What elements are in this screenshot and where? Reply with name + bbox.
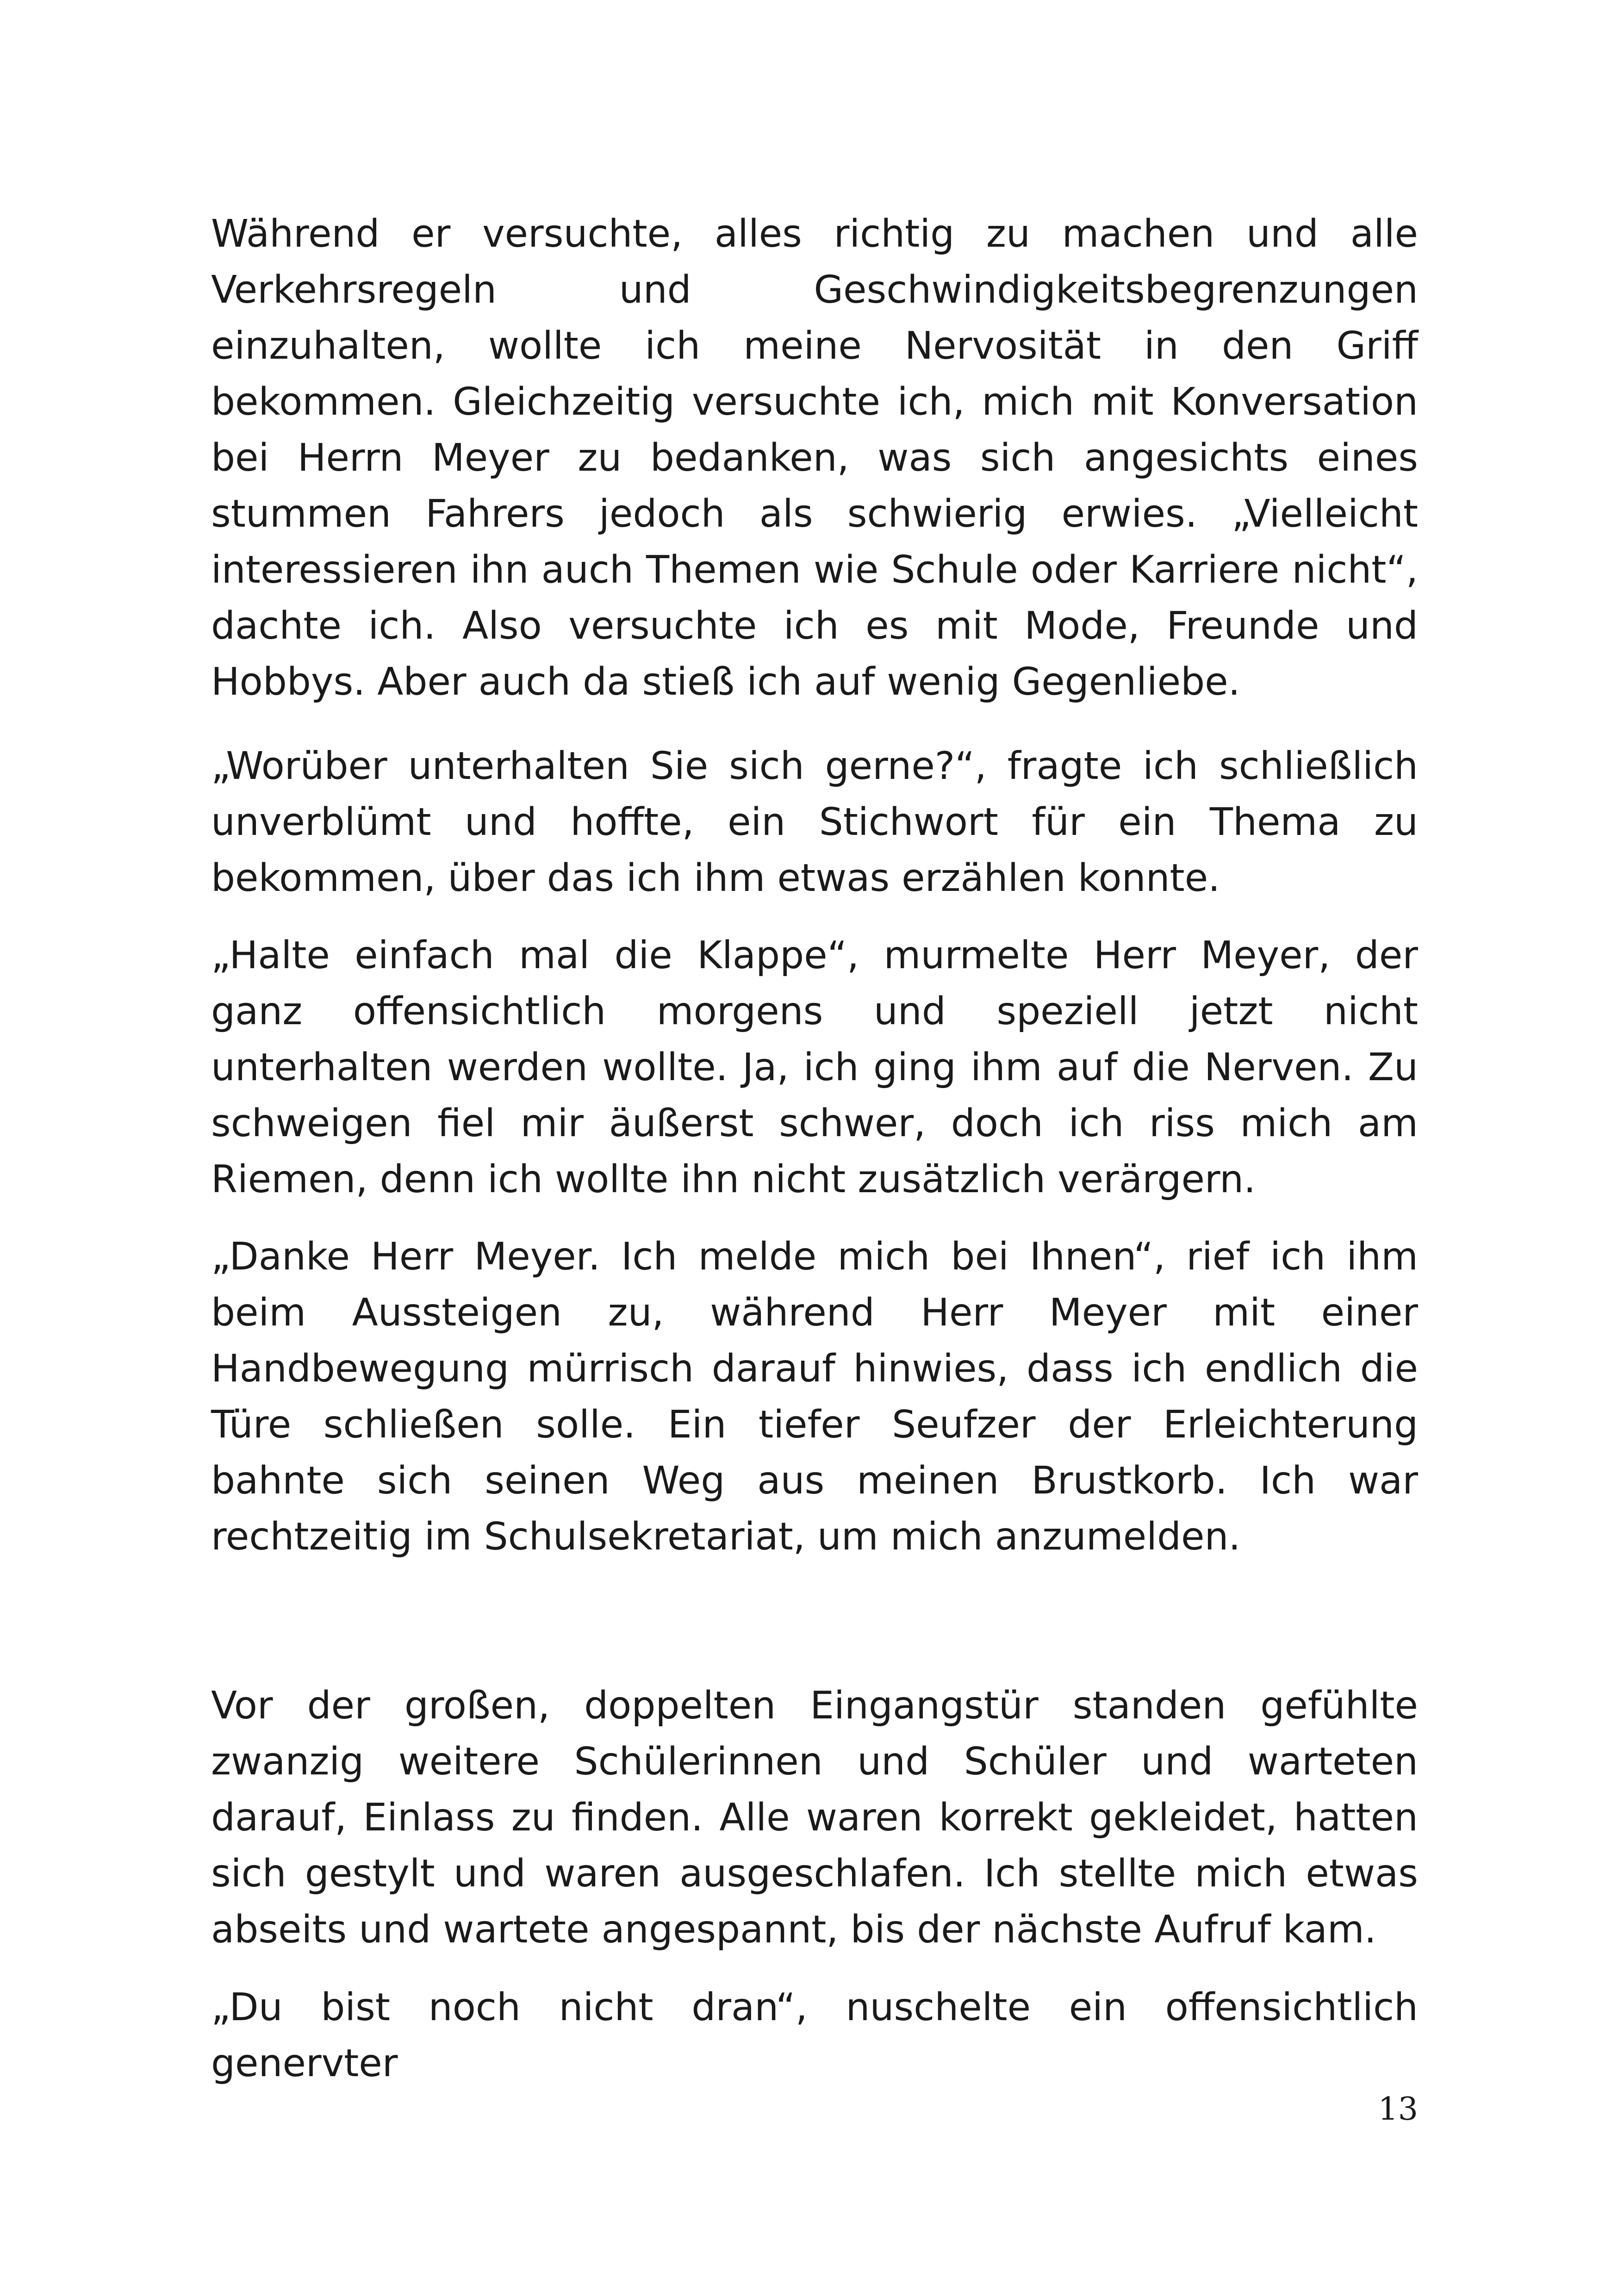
paragraph-text: Vor der großen, doppelten Eingangstür standen gefühlte zwanzig weitere Schülerinnen und Schüler und warteten darauf, Einlass zu finden. Alle waren korrekt gekleidet, hatten sich gestylt und waren ausgeschlafen. Ich stellte mich etwas abseits und wartete angespannt, bis der nächste Aufruf kam. bbox=[211, 1684, 1418, 1952]
paragraph-text: „Halte einfach mal die Klappe“, murmelte Herr Meyer, der ganz offensichtlich morgens und speziell jetzt nicht unterhalten werden wollte. Ja, ich ging ihm auf die Nerven. Zu schweigen fiel mir äußerst schwer, doch ich riss mich am Riemen, denn ich wollte ihn nicht zusätzlich verärgern. bbox=[211, 933, 1418, 1201]
paragraph-5 bbox=[211, 1678, 1418, 1958]
page-number: 13 bbox=[1378, 2091, 1418, 2128]
paragraph-2 bbox=[211, 738, 1418, 906]
paragraph-text: „Danke Herr Meyer. Ich melde mich bei Ihnen“, rief ich ihm beim Aussteigen zu, während Herr Meyer mit einer Handbewegung mürrisch darauf hinwies, dass ich endlich die Türe schließen solle. Ein tiefer Seufzer der Erleichterung bahnte sich seinen Weg aus meinen Brustkorb. Ich war rechtzeitig im Schulsekretariat, um mich anzumelden. bbox=[211, 1235, 1418, 1559]
paragraph-6 bbox=[211, 1979, 1418, 2091]
paragraph-text: Während er versuchte, alles richtig zu machen und alle Verkehrsregeln und Geschwindigkeitsbegrenzungen einzuhalten, wollte ich meine Nervosität in den Griff bekommen. Gleichzeitig versuchte ich, mich mit Konversation bei Herrn Meyer zu bedanken, was sich angesichts eines stummen Fahrers jedoch als schwierig erwies. „Vielleicht interessieren ihn auch Themen wie Schule oder Karriere nicht“, dachte ich. Also versuchte ich es mit Mode, Freunde und Hobbys. Aber auch da stieß ich auf wenig Gegenliebe. bbox=[211, 212, 1418, 704]
paragraph-text: „Worüber unterhalten Sie sich gerne?“, fragte ich schließlich unverblümt und hoffte, ein Stichwort für ein Thema zu bekommen, über das ich ihm etwas erzählen konnte. bbox=[211, 744, 1418, 900]
paragraph-3 bbox=[211, 927, 1418, 1207]
paragraph-1 bbox=[211, 206, 1418, 710]
paragraph-text: „Du bist noch nicht dran“, nuschelte ein offensichtlich genervter bbox=[211, 1985, 1418, 2085]
paragraph-4 bbox=[211, 1229, 1418, 1565]
